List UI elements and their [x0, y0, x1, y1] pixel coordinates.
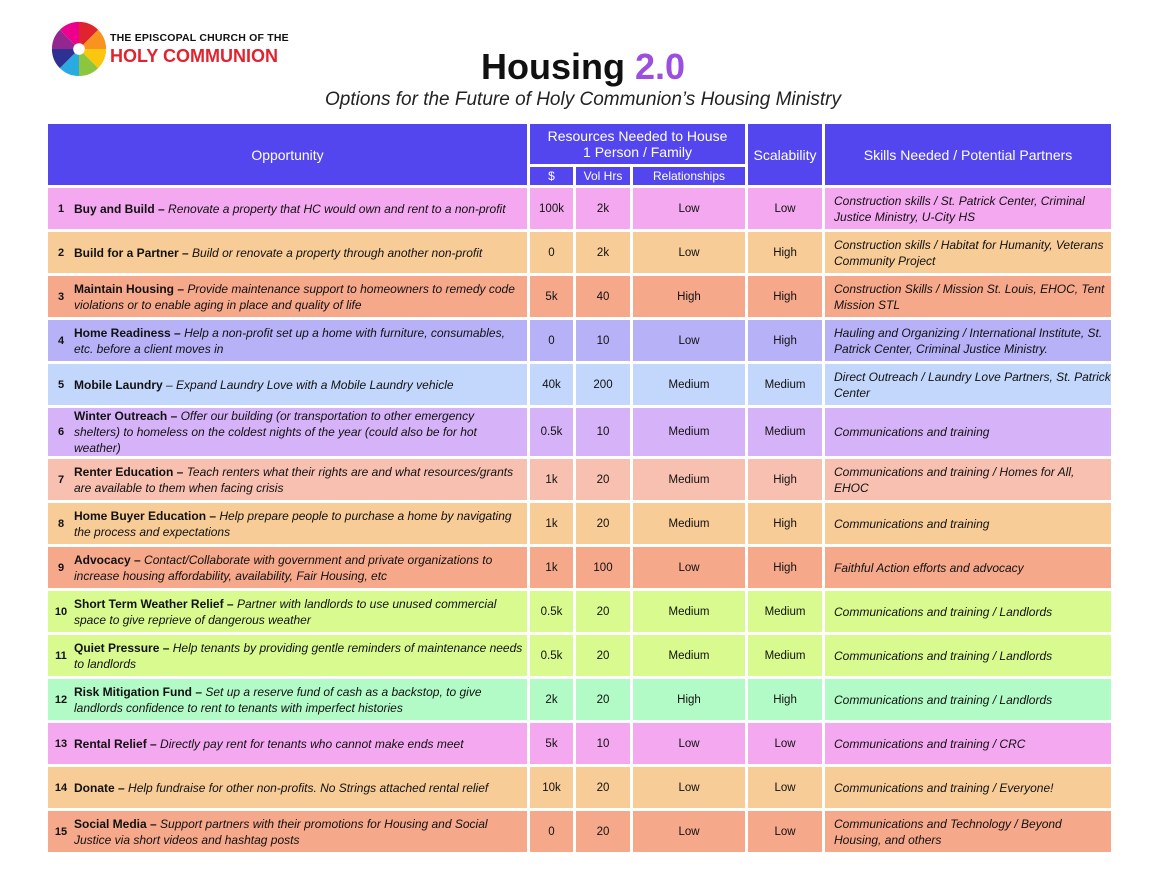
opportunity-description: Offer our building (or transportation to other emergency shelters) to homeless on the coldest nights of the year (could also be for hot weather) [74, 409, 477, 455]
opportunity-text [74, 245, 482, 261]
opportunity-description: Help tenants by providing gentle reminders of maintenance needs to landlords [74, 640, 523, 671]
scalability-cell: Low [748, 811, 822, 852]
title-main: Housing [480, 46, 625, 87]
table-row [48, 679, 1111, 720]
dollars-cell: 100k [530, 188, 573, 229]
opportunity-title: Maintain Housing – [74, 281, 185, 296]
row-number: 14 [54, 781, 68, 794]
scalability-cell: Medium [748, 635, 822, 676]
dollars-cell: 1k [530, 547, 573, 588]
opportunity-text [74, 816, 523, 848]
table-row [48, 767, 1111, 808]
opportunity-description: Help fundraise for other non-profits. No Strings attached rental relief [128, 780, 489, 795]
header-relationships: Relationships [633, 167, 745, 185]
row-number: 11 [55, 649, 67, 662]
skills-cell: Communications and training / Landlords [825, 635, 1111, 676]
opportunity-cell [48, 503, 527, 544]
scalability-cell: Low [748, 767, 822, 808]
relationships-cell: Medium [633, 503, 745, 544]
skills-cell: Hauling and Organizing / International Institute, St. Patrick Center, Criminal Justice Ministry. [825, 320, 1111, 361]
opportunity-text [74, 464, 523, 496]
table-row [48, 364, 1111, 405]
skills-cell: Communications and Technology / Beyond Housing, and others [825, 811, 1111, 852]
scalability-cell: Low [748, 723, 822, 764]
dollars-cell: 5k [530, 723, 573, 764]
vol-hrs-cell: 20 [576, 503, 630, 544]
opportunity-description: Contact/Collaborate with government and private organizations to increase housing affordability, availability, Fair Housing, etc [74, 552, 493, 583]
vol-hrs-cell: 40 [576, 276, 630, 317]
opportunity-title: Quiet Pressure – [74, 640, 170, 655]
row-number: 7 [57, 473, 65, 486]
scalability-cell: High [748, 320, 822, 361]
relationships-cell: Medium [633, 635, 745, 676]
skills-cell: Communications and training / Landlords [825, 591, 1111, 632]
table-row [48, 232, 1111, 273]
opportunity-cell [48, 320, 527, 361]
dollars-cell: 0 [530, 811, 573, 852]
header-resources-line-2: 1 Person / Family [583, 144, 692, 160]
vol-hrs-cell: 10 [576, 408, 630, 456]
dollars-cell: 10k [530, 767, 573, 808]
opportunity-description: Directly pay rent for tenants who cannot make ends meet [160, 736, 464, 751]
relationships-cell: Medium [633, 459, 745, 500]
opportunity-title: Winter Outreach – [74, 409, 178, 423]
scalability-cell: Medium [748, 364, 822, 405]
table-row [48, 503, 1111, 544]
relationships-cell: High [633, 679, 745, 720]
opportunity-description: Support partners with their promotions for Housing and Social Justice via short videos and hashtag posts [74, 816, 488, 847]
opportunity-title: Rental Relief – [74, 736, 157, 751]
row-number: 10 [54, 605, 68, 618]
row-number: 2 [57, 246, 65, 259]
opportunity-title: Donate – [74, 780, 125, 795]
opportunity-cell [48, 767, 527, 808]
dollars-cell: 0 [530, 320, 573, 361]
row-number: 5 [57, 378, 65, 391]
opportunity-description: Build or renovate a property through another non-profit [192, 245, 483, 260]
opportunity-text [74, 408, 523, 456]
dollars-cell: 1k [530, 459, 573, 500]
scalability-cell: High [748, 547, 822, 588]
opportunity-title: Advocacy – [74, 552, 141, 567]
opportunity-text [74, 684, 523, 716]
page-subtitle: Options for the Future of Holy Communion’s Housing Ministry [324, 89, 842, 110]
header-opportunity: Opportunity [48, 124, 527, 185]
opportunity-cell [48, 591, 527, 632]
table-row [48, 320, 1111, 361]
scalability-cell: High [748, 459, 822, 500]
dollars-cell: 0.5k [530, 591, 573, 632]
table-row [48, 188, 1111, 229]
table-row [48, 276, 1111, 317]
skills-cell: Construction skills / Habitat for Humanity, Veterans Community Project [825, 232, 1111, 273]
skills-cell: Communications and training [825, 503, 1111, 544]
opportunity-description: Help a non-profit set up a home with furniture, consumables, etc. before a client moves in [74, 325, 505, 356]
row-number: 1 [57, 202, 65, 215]
vol-hrs-cell: 20 [576, 459, 630, 500]
opportunity-cell [48, 408, 527, 456]
vol-hrs-cell: 10 [576, 320, 630, 361]
relationships-cell: Low [633, 723, 745, 764]
scalability-cell: Low [748, 188, 822, 229]
relationships-cell: Medium [633, 364, 745, 405]
title-version: 2.0 [634, 46, 686, 87]
skills-cell: Direct Outreach / Laundry Love Partners, St. Patrick Center [825, 364, 1111, 405]
opportunity-cell [48, 276, 527, 317]
opportunity-cell [48, 232, 527, 273]
vol-hrs-cell: 100 [576, 547, 630, 588]
vol-hrs-cell: 20 [576, 767, 630, 808]
table-row [48, 459, 1111, 500]
row-number: 9 [57, 561, 65, 574]
opportunity-text [74, 377, 454, 393]
opportunity-cell [48, 188, 527, 229]
opportunity-description: Set up a reserve fund of cash as a backstop, to give landlords confidence to rent to tenants with imperfect histories [74, 684, 482, 715]
row-number: 8 [57, 517, 65, 530]
opportunity-text [74, 325, 523, 357]
dollars-cell: 40k [530, 364, 573, 405]
opportunity-description: Help prepare people to purchase a home by navigating the process and expectations [74, 508, 512, 539]
vol-hrs-cell: 10 [576, 723, 630, 764]
table-row [48, 547, 1111, 588]
header-dollars: $ [530, 167, 573, 185]
dollars-cell: 0.5k [530, 635, 573, 676]
table-row [48, 723, 1111, 764]
header-vol-hrs: Vol Hrs [576, 167, 630, 185]
opportunity-text [74, 281, 523, 313]
relationships-cell: Low [633, 320, 745, 361]
opportunity-title: Home Buyer Education – [74, 508, 217, 523]
header-resources [530, 124, 745, 164]
opportunity-title: Mobile Laundry [74, 377, 163, 392]
opportunity-text [74, 640, 523, 672]
opportunity-cell [48, 364, 527, 405]
row-number: 12 [54, 693, 68, 706]
relationships-cell: Low [633, 232, 745, 273]
opportunity-cell [48, 811, 527, 852]
dollars-cell: 2k [530, 679, 573, 720]
row-number: 15 [54, 825, 68, 838]
opportunity-description: Partner with landlords to use unused commercial space to give reprieve of dangerous weather [74, 596, 497, 627]
row-number: 13 [54, 737, 68, 750]
scalability-cell: Medium [748, 591, 822, 632]
vol-hrs-cell: 20 [576, 635, 630, 676]
scalability-cell: High [748, 276, 822, 317]
vol-hrs-cell: 200 [576, 364, 630, 405]
dollars-cell: 0 [530, 232, 573, 273]
scalability-cell: High [748, 232, 822, 273]
scalability-cell: High [748, 679, 822, 720]
page-title [0, 46, 1160, 88]
relationships-cell: Medium [633, 408, 745, 456]
vol-hrs-cell: 20 [576, 591, 630, 632]
relationships-cell: Low [633, 811, 745, 852]
relationships-cell: Low [633, 547, 745, 588]
opportunity-title: Renter Education – [74, 464, 184, 479]
opportunity-description: Teach renters what their rights are and what resources/grants are available to them when facing crisis [74, 464, 514, 495]
opportunity-title: Social Media – [74, 816, 157, 831]
skills-cell: Construction Skills / Mission St. Louis, EHOC, Tent Mission STL [825, 276, 1111, 317]
skills-cell: Communications and training / Everyone! [825, 767, 1111, 808]
table-row [48, 408, 1111, 456]
opportunity-text [74, 552, 523, 584]
opportunity-cell [48, 547, 527, 588]
vol-hrs-cell: 20 [576, 811, 630, 852]
opportunity-text [74, 780, 488, 796]
skills-cell: Communications and training [825, 408, 1111, 456]
opportunity-title: Short Term Weather Relief – [74, 596, 234, 611]
scalability-cell: High [748, 503, 822, 544]
header-resources-line-1: Resources Needed to House [547, 128, 728, 144]
header-scalability: Scalability [748, 124, 822, 185]
relationships-cell: Low [633, 188, 745, 229]
opportunity-title: Build for a Partner – [74, 245, 189, 260]
skills-cell: Construction skills / St. Patrick Center, Criminal Justice Ministry, U-City HS [825, 188, 1111, 229]
opportunity-description: Renovate a property that HC would own and rent to a non-profit [168, 201, 506, 216]
relationships-cell: Medium [633, 591, 745, 632]
opportunity-text [74, 736, 464, 752]
opportunity-cell [48, 723, 527, 764]
table-row [48, 591, 1111, 632]
opportunity-description: Provide maintenance support to homeowners to remedy code violations or to enable aging in place and quality of life [74, 281, 515, 312]
opportunity-title: Risk Mitigation Fund – [74, 684, 202, 699]
vol-hrs-cell: 20 [576, 679, 630, 720]
opportunity-title: Buy and Build – [74, 201, 165, 216]
opportunity-text [74, 201, 506, 217]
row-number: 4 [57, 334, 65, 347]
dollars-cell: 1k [530, 503, 573, 544]
table-row [48, 635, 1111, 676]
dollars-cell: 5k [530, 276, 573, 317]
opportunity-cell [48, 635, 527, 676]
opportunity-cell [48, 459, 527, 500]
opportunity-description: – Expand Laundry Love with a Mobile Laundry vehicle [166, 377, 454, 392]
dollars-cell: 0.5k [530, 408, 573, 456]
vol-hrs-cell: 2k [576, 188, 630, 229]
relationships-cell: Low [633, 767, 745, 808]
skills-cell: Faithful Action efforts and advocacy [825, 547, 1111, 588]
skills-cell: Communications and training / CRC [825, 723, 1111, 764]
logo-line-1: THE EPISCOPAL CHURCH OF THE [110, 32, 289, 45]
opportunity-title: Home Readiness – [74, 325, 181, 340]
row-number: 6 [57, 426, 65, 438]
skills-cell: Communications and training / Homes for All, EHOC [825, 459, 1111, 500]
row-number: 3 [57, 290, 65, 303]
logo-line-2: HOLY COMMUNION [110, 45, 279, 66]
vol-hrs-cell: 2k [576, 232, 630, 273]
relationships-cell: High [633, 276, 745, 317]
opportunity-cell [48, 679, 527, 720]
opportunity-text [74, 596, 523, 628]
skills-cell: Communications and training / Landlords [825, 679, 1111, 720]
opportunity-text [74, 508, 523, 540]
table-row [48, 811, 1111, 852]
header-skills: Skills Needed / Potential Partners [825, 124, 1111, 185]
opportunities-table [45, 121, 1114, 855]
scalability-cell: Medium [748, 408, 822, 456]
